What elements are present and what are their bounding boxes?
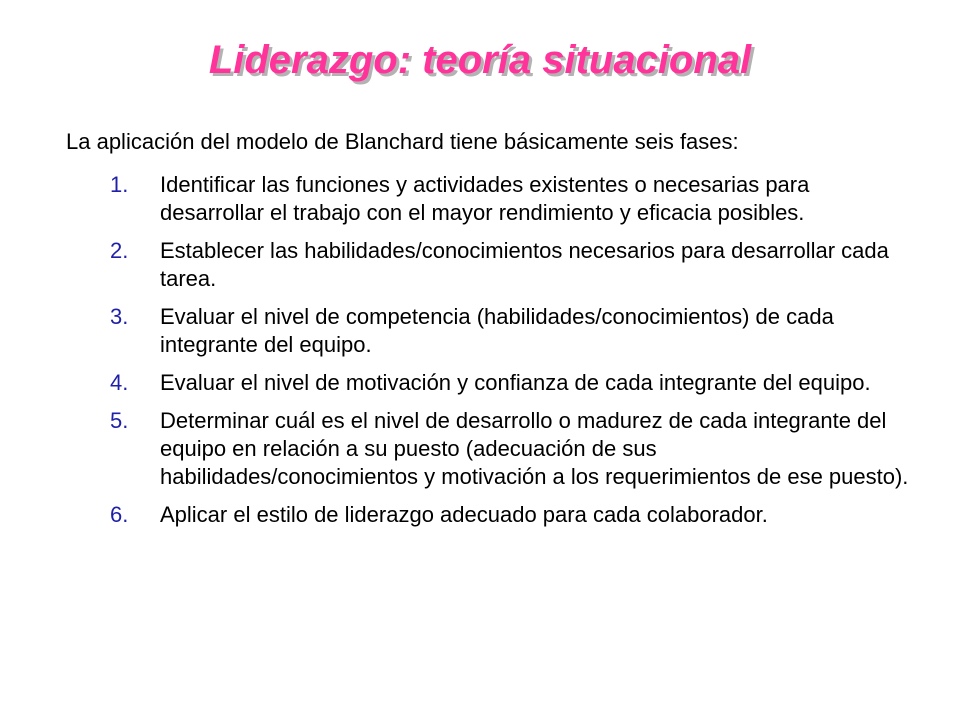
- step-item-1: [110, 171, 910, 227]
- step-number: 5.: [110, 408, 129, 433]
- step-item-6: [110, 501, 910, 529]
- step-item-5: [110, 407, 910, 491]
- step-text: Determinar cuál es el nivel de desarrollo o madurez de cada integrante del equipo en relación a su puesto (adecuación de sus habilidades/conocimientos y motivación a los requerimientos de ese puesto).: [160, 408, 909, 489]
- step-item-4: [110, 369, 910, 397]
- steps-list: [110, 171, 910, 539]
- step-item-3: [110, 303, 910, 359]
- step-text: Evaluar el nivel de competencia (habilidades/conocimientos) de cada integrante del equipo.: [160, 304, 834, 357]
- step-number: 4.: [110, 370, 129, 395]
- step-text: Establecer las habilidades/conocimientos necesarios para desarrollar cada tarea.: [160, 238, 889, 291]
- intro-text: La aplicación del modelo de Blanchard tiene básicamente seis fases:: [66, 129, 739, 154]
- step-text: Identificar las funciones y actividades existentes o necesarias para desarrollar el trabajo con el mayor rendimiento y eficacia posibles.: [160, 172, 810, 225]
- step-number: 6.: [110, 502, 129, 527]
- step-text: Evaluar el nivel de motivación y confianza de cada integrante del equipo.: [160, 370, 871, 395]
- step-item-2: [110, 237, 910, 293]
- step-number: 3.: [110, 304, 129, 329]
- slide-title: Liderazgo: teoría situacional: [208, 38, 752, 82]
- step-text: Aplicar el estilo de liderazgo adecuado para cada colaborador.: [160, 502, 768, 527]
- step-number: 2.: [110, 238, 129, 263]
- step-number: 1.: [110, 172, 129, 197]
